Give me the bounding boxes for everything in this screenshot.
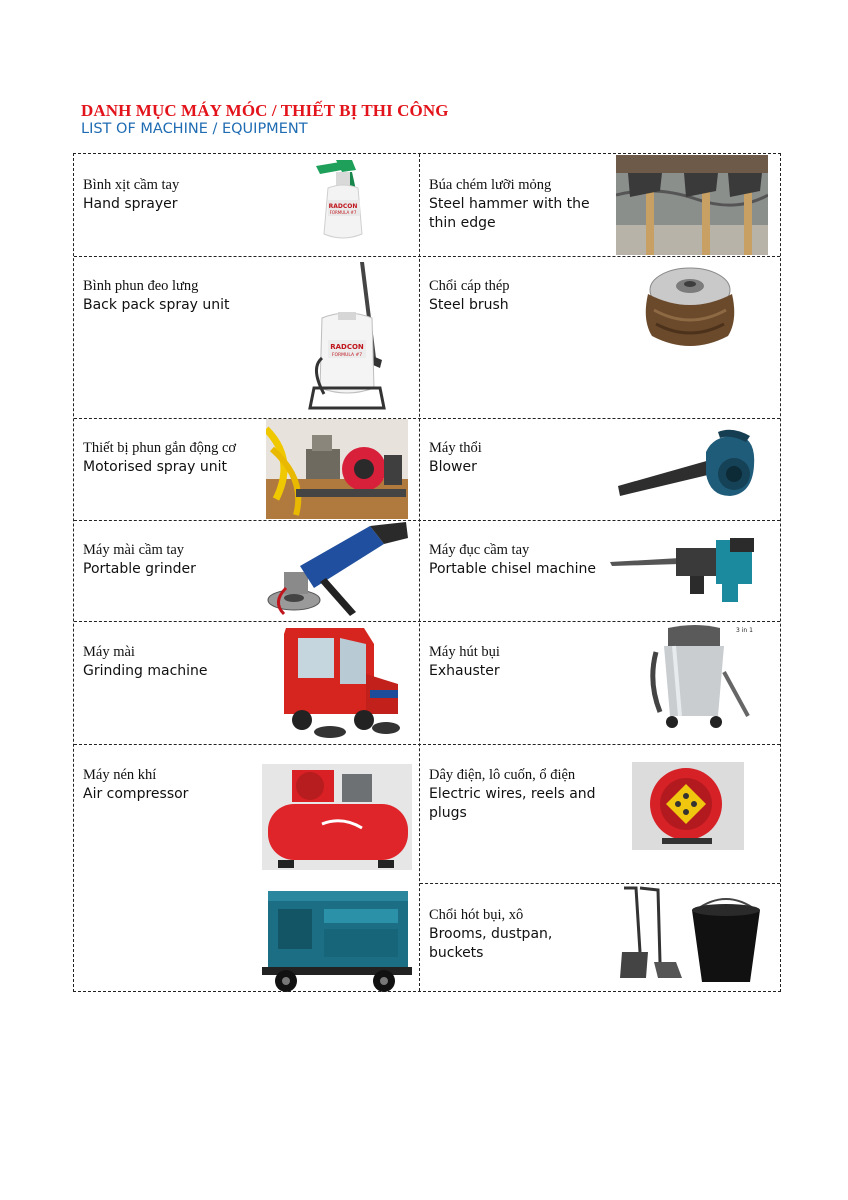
air-compressor-icon [262, 764, 412, 870]
brand-label: RADCON [328, 203, 358, 210]
brand-sublabel: FORMULA #7 [329, 210, 357, 215]
row-divider [74, 520, 780, 521]
item-portable-grinder [83, 541, 263, 579]
item-label-en: Blower [429, 459, 477, 475]
item-label-en: Portable chisel machine [429, 561, 597, 577]
item-label-en: Steel brush [429, 297, 509, 313]
item-label-vi: Chổi hót bụi, xô [429, 907, 524, 923]
item-label-vi: Máy hút bụi [429, 644, 500, 660]
item-motorised-sprayer [83, 439, 243, 477]
item-label-en: Steel hammer with the thin edge [429, 196, 590, 231]
item-label-vi: Thiết bị phun gắn động cơ [83, 440, 237, 456]
cable-reel-icon [632, 762, 744, 850]
wire-brush-icon [634, 260, 746, 352]
item-exhauster [429, 643, 609, 681]
angle-grinder-icon [266, 522, 408, 618]
equipment-table [73, 153, 781, 992]
broom-bucket-icon [618, 886, 762, 986]
item-label-vi: Máy đục cầm tay [429, 542, 530, 558]
item-label-en: Air compressor [83, 786, 189, 802]
chisel-hammer-icon [610, 538, 758, 606]
vacuum-badge: 3 in 1 [736, 627, 753, 634]
item-blower [429, 439, 609, 477]
item-portable-chisel [429, 541, 609, 579]
row-divider [74, 256, 780, 257]
item-label-en: Portable grinder [83, 561, 196, 577]
item-label-vi: Bình xịt cầm tay [83, 177, 180, 193]
item-electric-wires [429, 766, 609, 823]
item-steel-brush [429, 277, 609, 315]
row-divider [74, 418, 780, 419]
item-label-vi: Chổi cáp thép [429, 278, 510, 294]
item-label-en: Electric wires, reels and plugs [429, 786, 596, 821]
hand-sprayer-icon [306, 156, 378, 244]
item-label-en: Exhauster [429, 663, 500, 679]
item-label-vi: Máy thổi [429, 440, 482, 456]
item-grinding-machine [83, 643, 263, 681]
item-steel-hammer [429, 176, 609, 233]
row-divider [74, 744, 780, 745]
item-label-en: Hand sprayer [83, 196, 178, 212]
item-brooms [429, 906, 609, 963]
sweeper-machine-icon [280, 624, 404, 744]
item-label-en: Motorised spray unit [83, 459, 227, 475]
brand-sublabel: FORMULA #7 [331, 353, 363, 358]
item-hand-sprayer [83, 176, 283, 214]
axe-icon [616, 155, 768, 255]
item-backpack-sprayer [83, 277, 283, 315]
vacuum-icon [650, 622, 758, 734]
page-title-en: LIST OF MACHINE / EQUIPMENT [81, 121, 308, 137]
item-label-en: Grinding machine [83, 663, 208, 679]
item-label-vi: Máy mài [83, 644, 135, 660]
mobile-compressor-icon [262, 889, 412, 993]
motor-sprayer-icon [266, 419, 408, 519]
column-divider [419, 154, 420, 991]
item-label-vi: Búa chém lưỡi mỏng [429, 177, 552, 193]
brand-label: RADCON [330, 343, 364, 351]
item-air-compressor [83, 766, 243, 804]
item-label-en: Back pack spray unit [83, 297, 230, 313]
item-label-vi: Bình phun đeo lưng [83, 278, 199, 294]
item-label-vi: Dây điện, lô cuốn, ổ điện [429, 767, 576, 783]
blower-icon [614, 426, 762, 502]
item-label-vi: Máy nén khí [83, 767, 157, 783]
backpack-sprayer-icon [302, 258, 392, 418]
page-title-vi: DANH MỤC MÁY MÓC / THIẾT BỊ THI CÔNG [81, 101, 449, 120]
row-divider [420, 883, 780, 884]
item-label-vi: Máy mài cầm tay [83, 542, 185, 558]
item-label-en: Brooms, dustpan, buckets [429, 926, 553, 961]
